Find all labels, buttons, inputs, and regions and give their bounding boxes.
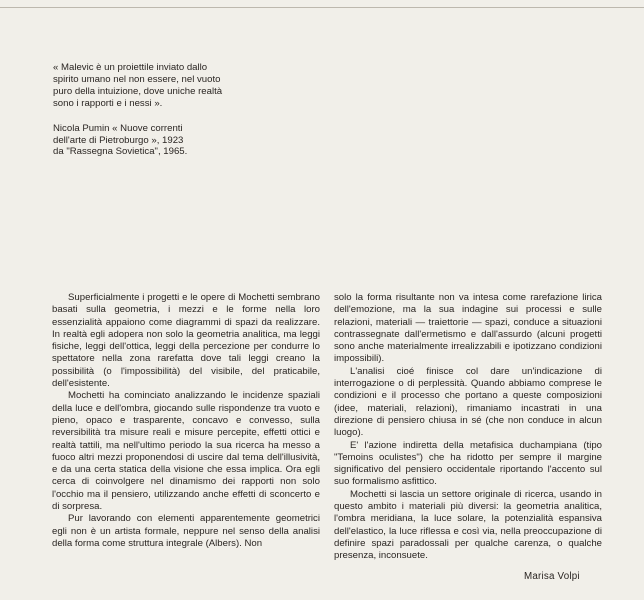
paragraph: Mochetti si lascia un settore originale di ricerca, usando in questo ambito i materiali più diversi: la geometria analitica, l'ombra meridiana, la luce solare, la potenzialità espansiva dell'elastico, la luce riflessa e così via, nella preoccupazione di definire spazi paradossali per qualche carenza, o qualche presenza, inconsuete. bbox=[334, 488, 602, 562]
paragraph: E' l'azione indiretta della metafisica duchampiana (tipo "Temoins oculistes") che ha ridotto per sempre il margine significativo del pensiero occidentale riportando l'accento sul suo formalismo asfittico. bbox=[334, 439, 602, 488]
paragraph: Superficialmente i progetti e le opere di Mochetti sembrano basati sulla geometria, i mezzi e le forme nella loro essenzialità appaiono come diagrammi di spazi da realizzare. In realtà egli adopera non solo la geometria analitica, ma leggi fisiche, leggi dell'ottica, leggi della percezione per condurre lo spettatore nella zona rarefatta dove tali leggi creano la possibilità (o l'impossibilità) del visibile, del praticabile, dell'esistente. bbox=[52, 292, 320, 390]
epigraph bbox=[53, 62, 253, 158]
left-column bbox=[52, 292, 320, 550]
paragraph: solo la forma risultante non va intesa come rarefazione lirica dell'emozione, ma la sua indagine sui processi e sulle relazioni, materiali — traiettorie — spazi, conduce a situazioni contrassegnate dall'ermetismo e dall'assurdo (alcuni progetti sono anche materialmente irrealizzabili e ipotizzano condizioni impossibili). bbox=[334, 292, 602, 365]
epigraph-source: Nicola Pumin « Nuove correnti dell'arte di Pietroburgo », 1923 da "Rassegna Sovietica", 1965. bbox=[53, 122, 188, 158]
epigraph-quote: « Malevic è un proiettile inviato dallo spirito umano nel non essere, nel vuoto puro della intuizione, dove uniche realtà sono i rapporti e i nessi ». bbox=[53, 62, 223, 109]
top-rule bbox=[0, 7, 644, 8]
paragraph: L'analisi cioé finisce col dare un'indicazione di interrogazione o di perplessità. Quando abbiamo comprese le condizioni e il processo che portano a queste composizioni (idee, materiali, relazioni), rimaniamo incastrati in una direzione di pensiero chiusa in sé (che non conduce in alcun luogo). bbox=[334, 365, 602, 439]
paragraph: Pur lavorando con elementi apparentemente geometrici egli non è un artista formale, neppure nel senso della analisi della forma come struttura integrale (Albers). Non bbox=[52, 513, 320, 549]
right-column bbox=[334, 292, 602, 563]
author-signature: Marisa Volpi bbox=[524, 571, 580, 582]
paragraph: Mochetti ha cominciato analizzando le incidenze spaziali della luce e dell'ombra, giocando sulle rispondenze tra vuoto e pieno, opaco e trasparente, concavo e convesso, sulla reversibilità tra misure reali e misure percepite, effetti ottici e realtà tattili, ma nell'ultimo periodo la sua ricerca ha messo a fuoco altri mezzi proponendosi di uscire dal tema dell'illusività, e da una certa statica della visione che essa implica. Ora egli cerca di coinvolgere nel dinamismo dei rapporti non solo l'occhio ma il pensiero, utilizzando anche effetti di sconcerto e di sorpresa. bbox=[52, 390, 320, 513]
